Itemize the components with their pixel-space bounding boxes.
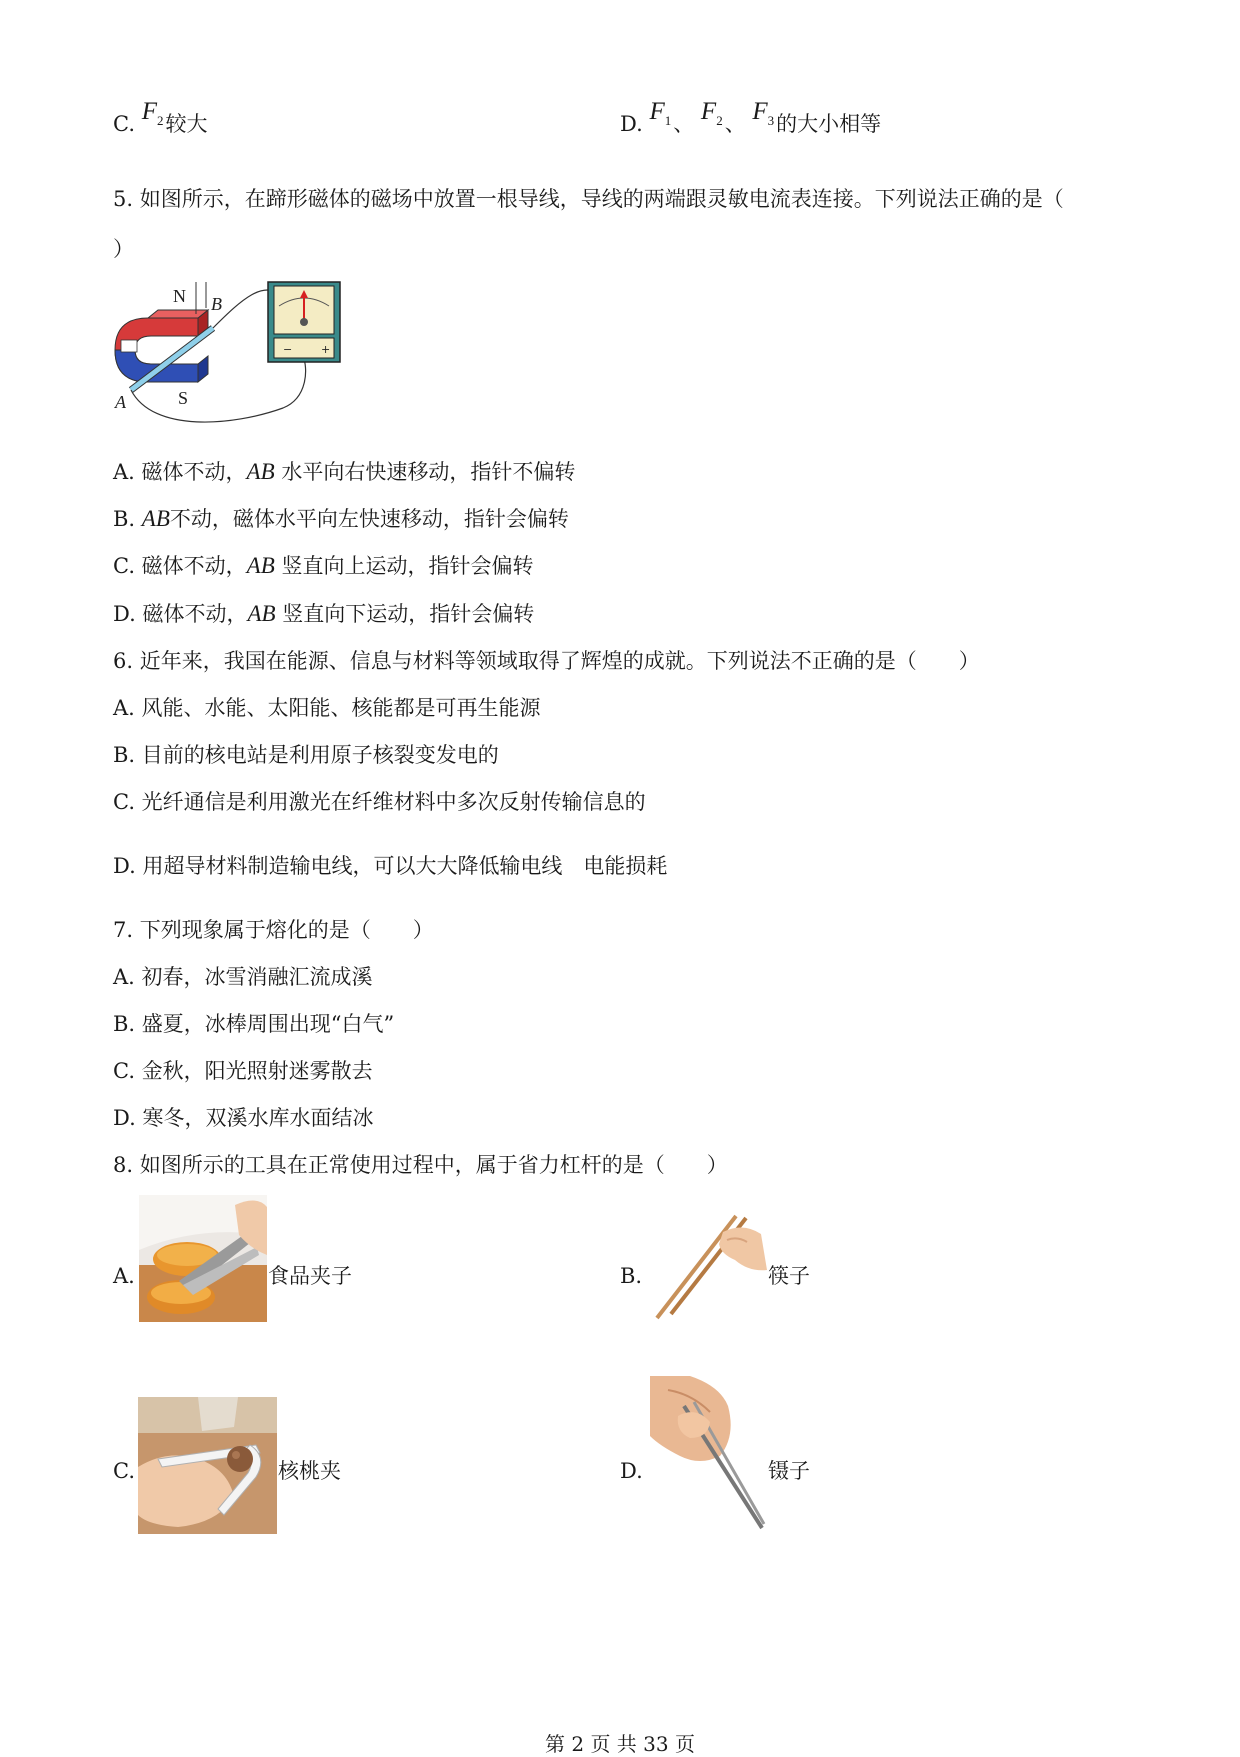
- q6-option-d: D. 用超导材料制造输电线，可以大大降低输电线 电能损耗: [113, 854, 668, 878]
- label-b: B: [211, 294, 222, 314]
- svg-text:+: +: [321, 343, 331, 356]
- q7-option-c: C. 金秋，阳光照射迷雾散去: [113, 1059, 373, 1083]
- label-a: A: [115, 392, 126, 412]
- q5-option-b: B. AB不动，磁体水平向左快速移动，指针会偏转: [113, 506, 569, 531]
- question-8-stem: 8. 如图所示的工具在正常使用过程中，属于省力杠杆的是（ ）: [113, 1153, 728, 1177]
- q6-option-c: C. 光纤通信是利用激光在纤维材料中多次反射传输信息的: [113, 790, 646, 814]
- tweezers-photo: [650, 1376, 766, 1532]
- q8-option-d-label: D.: [620, 1459, 643, 1483]
- q4-option-c: C. $F^2$较大: [113, 98, 208, 136]
- q8-option-c-text: 核桃夹: [278, 1459, 341, 1483]
- q8-option-a-label: A.: [113, 1264, 135, 1288]
- q5-option-d: D. 磁体不动，AB 竖直向下运动，指针会偏转: [113, 601, 535, 626]
- q8-option-a-text: 食品夹子: [268, 1264, 352, 1288]
- q7-option-d: D. 寒冬，双溪水库水面结冰: [113, 1106, 374, 1130]
- magnet-galvanometer-figure: [113, 278, 353, 443]
- q6-option-b: B. 目前的核电站是利用原子核裂变发电的: [113, 743, 499, 767]
- page-footer: 第 2 页 共 33 页: [545, 1732, 695, 1756]
- galvanometer: [268, 282, 340, 362]
- chopsticks-photo: [651, 1210, 767, 1322]
- q4-option-d: D. $F^1$、 $F^2$、 $F^3$的大小相等: [620, 98, 882, 136]
- q8-option-c-label: C.: [113, 1459, 135, 1483]
- q5-option-a: A. 磁体不动，AB 水平向右快速移动，指针不偏转: [113, 459, 576, 484]
- svg-text:−: −: [283, 343, 293, 356]
- question-7-stem: 7. 下列现象属于熔化的是（ ）: [113, 918, 434, 942]
- q6-option-a: A. 风能、水能、太阳能、核能都是可再生能源: [113, 696, 541, 720]
- q7-option-b: B. 盛夏，冰棒周围出现“白气”: [113, 1012, 395, 1036]
- q8-option-b-label: B.: [620, 1264, 643, 1288]
- label-n: N: [173, 286, 186, 306]
- nutcracker-photo: [138, 1397, 277, 1534]
- q8-option-d-text: 镊子: [768, 1459, 810, 1483]
- question-6-stem: 6. 近年来，我国在能源、信息与材料等领域取得了辉煌的成就。下列说法不正确的是（ ）: [113, 649, 980, 673]
- food-tongs-photo: [139, 1195, 267, 1322]
- question-5-stem-end: ）: [113, 237, 134, 261]
- q5-option-c: C. 磁体不动，AB 竖直向上运动，指针会偏转: [113, 553, 534, 578]
- q8-option-b-text: 筷子: [768, 1264, 810, 1288]
- q7-option-a: A. 初春，冰雪消融汇流成溪: [113, 965, 373, 989]
- question-5-stem: 5. 如图所示，在蹄形磁体的磁场中放置一根导线，导线的两端跟灵敏电流表连接。下列说法正确的是（: [113, 187, 1064, 211]
- label-s: S: [178, 388, 189, 408]
